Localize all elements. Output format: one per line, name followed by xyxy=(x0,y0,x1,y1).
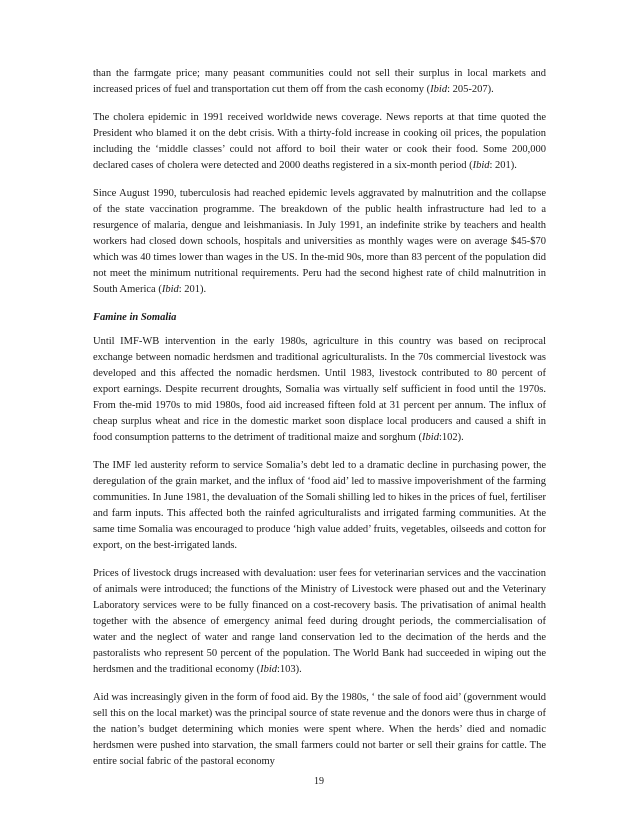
paragraph-livestock-drugs: Prices of livestock drugs increased with devaluation: user fees for veterinarian services and the vaccination of animals were introduced; the functions of the Ministry of Livestock were phased out and the Veterinary Laboratory services were to be fully financed on a cost-recovery basis. The privatisation of animal health together with the absence of emergency animal feed during drought periods, the commercialisation of water and the neglect of water and range land conservation led to the decimation of the herds and the pastoralists who represent 50 percent of the population. The World Bank had succeeded in wiping out the herdsmen and the traditional economy (Ibid:103). xyxy=(93,568,546,675)
document-page xyxy=(93,66,546,782)
paragraph-tuberculosis: Since August 1990, tuberculosis had reached epidemic levels aggravated by malnutrition and the collapse of the state vaccination programme. The breakdown of the public health infrastructure had led to a resurgence of malaria, dengue and leishmaniasis. In July 1991, an indefinite strike by teachers and health workers had closed down schools, hospitals and universities as monthly wages were on average $45-$70 which was 40 times lower than wages in the US. In the-mid 90s, more than 83 percent of the population did not meet the minimum nutritional requirements. Peru had the second highest rate of child malnutrition in South America (Ibid: 201). xyxy=(93,188,546,295)
paragraph-food-aid: Aid was increasingly given in the form of food aid. By the 1980s, ‘ the sale of food aid’ (government would sell this on the local market) was the principal source of state revenue and the donors were thus in charge of the nation’s budget determining which monies were spent where. When the herds’ died and nomadic herdsmen were pushed into starvation, the small farmers could not barter or sell their grains for cattle. The entire social fabric of the pastoral economy xyxy=(93,692,546,767)
paragraph-imf-wb-intervention: Until IMF-WB intervention in the early 1980s, agriculture in this country was based on reciprocal exchange between nomadic herdsmen and traditional agriculturalists. In the 70s commercial livestock was developed and this affected the nomadic herdsmen. Until 1983, livestock contributed to 80 percent of export earnings. Despite recurrent droughts, Somalia was virtually self sufficient in food until the 1970s. From the-mid 1970s to mid 1980s, food aid increased fifteen fold at 31 percent per annum. The influx of cheap surplus wheat and rice in the domestic market soon displace local producers and caused a shift in food consumption patterns to the detriment of traditional maize and sorghum (Ibid:102). xyxy=(93,336,546,443)
section-heading-famine-somalia: Famine in Somalia xyxy=(93,312,177,323)
paragraph-austerity-reform: The IMF led austerity reform to service Somalia’s debt led to a dramatic decline in purchasing power, the deregulation of the grain market, and the influx of ‘food aid’ led to massive impoverishment of the farming communities. In June 1981, the devaluation of the Somali shilling led to hikes in the prices of fuel, fertiliser and farm inputs. This affected both the rainfed agriculturalists and irrigated farming communities. At the same time Somalia was encouraged to produce ‘high value added’ fruits, vegetables, oilseeds and cotton for export, on the best-irrigated lands. xyxy=(93,460,546,551)
paragraph-cholera: The cholera epidemic in 1991 received worldwide news coverage. News reports at that time quoted the President who blamed it on the debt crisis. With a thirty-fold increase in cooking oil prices, the population including the ‘middle classes’ could not afford to boil their water or cook their food. Some 200,000 declared cases of cholera were detected and 2000 deaths registered in a six-month period (Ibid: 201). xyxy=(93,112,546,171)
page-number: 19 xyxy=(314,776,324,787)
paragraph-farmgate: than the farmgate price; many peasant communities could not sell their surplus in local markets and increased prices of fuel and transportation cut them off from the cash economy (Ibid: 205-207). xyxy=(93,68,546,95)
